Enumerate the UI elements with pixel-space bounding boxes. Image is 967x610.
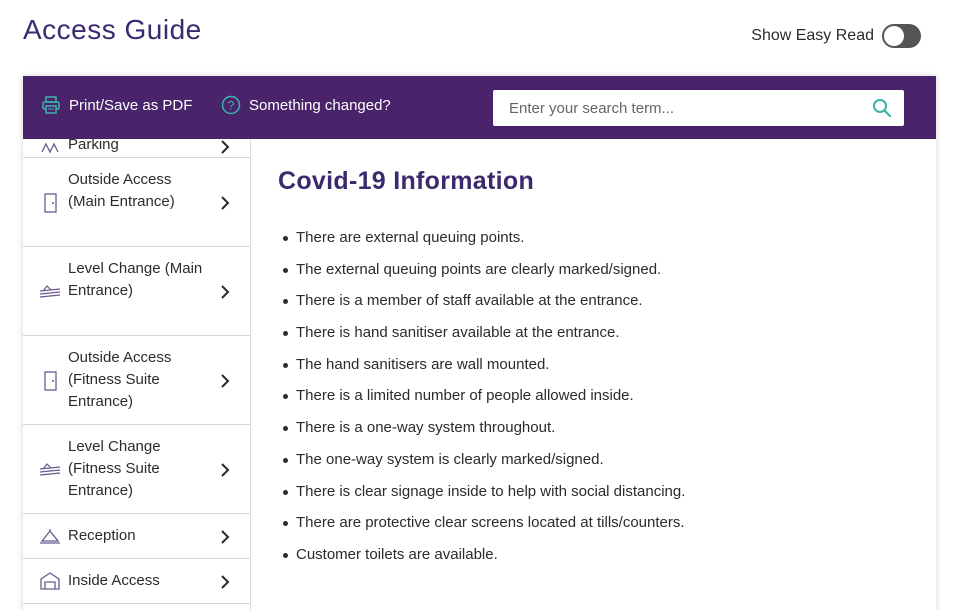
reception-bell-icon bbox=[39, 525, 61, 547]
sidebar-item-outside-access-main[interactable] bbox=[23, 158, 250, 247]
sidebar-nav bbox=[23, 139, 251, 610]
list-item: There are protective clear screens located at tills/counters. bbox=[296, 512, 896, 544]
door-icon bbox=[39, 370, 61, 392]
chevron-right-icon bbox=[218, 374, 232, 388]
sidebar-item-level-change-main[interactable] bbox=[23, 247, 250, 336]
list-item: There is a one-way system throughout. bbox=[296, 417, 896, 449]
sidebar-item-outside-access-fitness[interactable] bbox=[23, 336, 250, 425]
list-item: The hand sanitisers are wall mounted. bbox=[296, 354, 896, 386]
stairs-icon bbox=[39, 459, 61, 481]
sidebar-item-label: Outside Access (Fitness Suite Entrance) bbox=[68, 349, 172, 410]
chevron-right-icon bbox=[218, 140, 232, 154]
sidebar-item-reception[interactable] bbox=[23, 514, 250, 559]
section-title: Covid-19 Information bbox=[278, 167, 535, 195]
list-item: There are external queuing points. bbox=[296, 227, 896, 259]
parking-icon bbox=[39, 139, 61, 159]
search-input[interactable] bbox=[493, 100, 853, 117]
print-save-pdf-label: Print/Save as PDF bbox=[69, 96, 193, 114]
sidebar-item-label: Level Change (Fitness Suite Entrance) bbox=[68, 438, 161, 499]
chevron-right-icon bbox=[218, 285, 232, 299]
page-title: Access Guide bbox=[23, 14, 202, 45]
list-item: There is a member of staff available at the entrance. bbox=[296, 290, 896, 322]
search-icon[interactable] bbox=[872, 98, 892, 118]
sidebar-item-label: Reception bbox=[68, 527, 136, 544]
guide-panel bbox=[23, 76, 936, 610]
list-item: The external queuing points are clearly marked/signed. bbox=[296, 259, 896, 291]
sidebar-item-label: Outside Access (Main Entrance) bbox=[68, 171, 175, 210]
list-item: There is clear signage inside to help with social distancing. bbox=[296, 481, 896, 513]
sidebar-item-inside-access[interactable] bbox=[23, 559, 250, 604]
chevron-right-icon bbox=[218, 575, 232, 589]
chevron-right-icon bbox=[218, 530, 232, 544]
building-icon bbox=[39, 570, 61, 592]
easy-read-control bbox=[751, 24, 921, 48]
question-icon bbox=[221, 95, 241, 115]
toggle-knob bbox=[884, 26, 904, 46]
sidebar-item-label: Inside Access bbox=[68, 572, 160, 589]
list-item: There is hand sanitiser available at the entrance. bbox=[296, 322, 896, 354]
sidebar-item-label: Parking bbox=[68, 139, 119, 153]
toolbar bbox=[23, 76, 936, 139]
sidebar-item-label: Level Change (Main Entrance) bbox=[68, 260, 203, 299]
print-save-pdf-button[interactable] bbox=[41, 95, 192, 115]
sidebar-item-level-change-fitness[interactable] bbox=[23, 425, 250, 514]
chevron-right-icon bbox=[218, 463, 232, 477]
covid-info-list bbox=[296, 227, 896, 576]
list-item: The one-way system is clearly marked/signed. bbox=[296, 449, 896, 481]
easy-read-label: Show Easy Read bbox=[751, 27, 874, 44]
list-item: There is a limited number of people allowed inside. bbox=[296, 385, 896, 417]
door-icon bbox=[39, 192, 61, 214]
chevron-right-icon bbox=[218, 196, 232, 210]
printer-icon bbox=[41, 95, 61, 115]
list-item: Customer toilets are available. bbox=[296, 544, 896, 576]
easy-read-toggle[interactable] bbox=[882, 24, 921, 48]
svg-text:?: ? bbox=[227, 98, 235, 113]
search-box bbox=[493, 90, 904, 126]
something-changed-label: Something changed? bbox=[249, 96, 391, 114]
something-changed-button[interactable] bbox=[221, 95, 391, 115]
stairs-icon bbox=[39, 281, 61, 303]
sidebar-item-parking[interactable] bbox=[23, 139, 250, 158]
